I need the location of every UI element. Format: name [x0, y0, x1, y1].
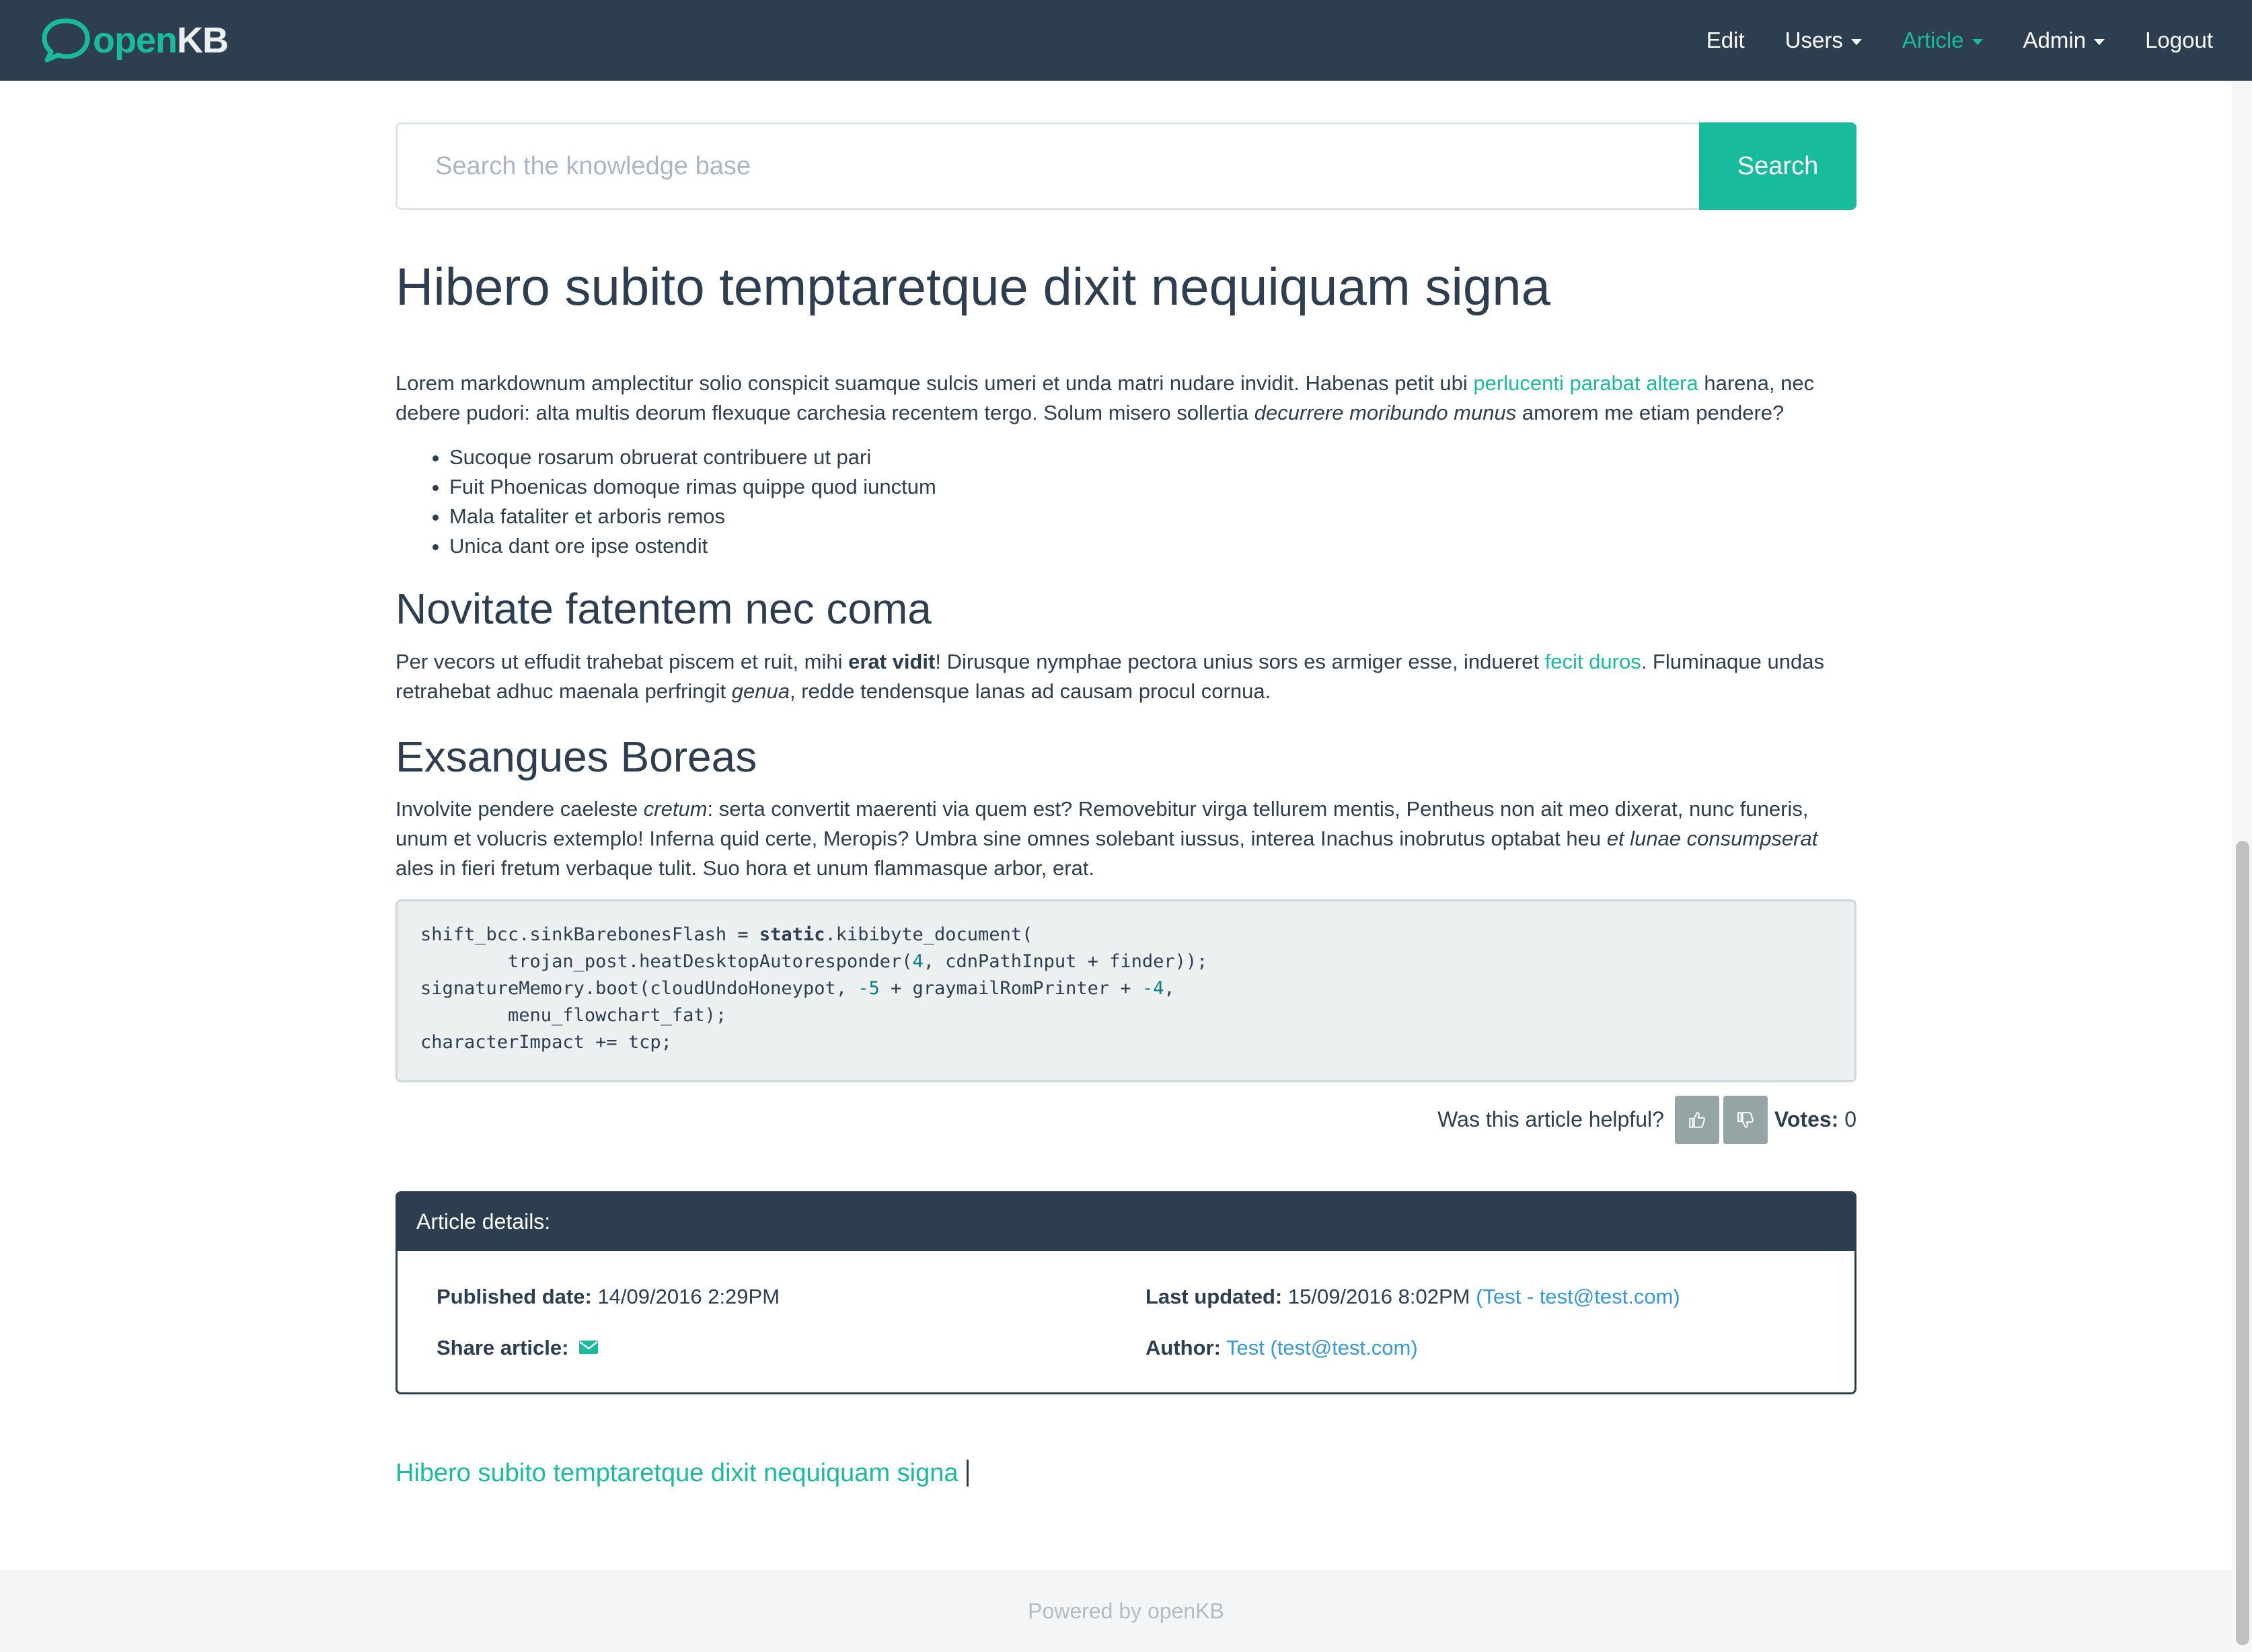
- list-item: • Unica dant ore ipse ostendit: [449, 531, 1856, 561]
- intro-link[interactable]: perlucenti parabat altera: [1473, 371, 1698, 395]
- nav-users-dropdown[interactable]: Users: [1765, 28, 1882, 53]
- list-item: • Fuit Phoenicas domoque rimas quippe quod iunctum: [449, 472, 1856, 502]
- share-article: Share article:: [437, 1336, 599, 1361]
- section-heading: Novitate fatentem nec coma: [396, 584, 932, 633]
- nav-edit[interactable]: Edit: [1706, 28, 1745, 52]
- main-content: [396, 122, 1856, 1488]
- helpful-question: Was this article helpful?: [1437, 1107, 1664, 1132]
- scrollbar-thumb[interactable]: [2236, 841, 2249, 1645]
- caret-down-icon: [1851, 39, 1862, 45]
- search-button[interactable]: Search: [1699, 122, 1856, 210]
- navbar: [0, 0, 2252, 81]
- list-item: • Mala fataliter et arboris remos: [449, 502, 1856, 531]
- nav-admin-dropdown[interactable]: Admin: [2003, 28, 2126, 53]
- section-link[interactable]: fecit duros: [1544, 650, 1641, 674]
- envelope-icon[interactable]: [578, 1337, 599, 1361]
- details-body: [398, 1251, 1854, 1394]
- footer: [0, 1570, 2252, 1652]
- bullet-list: [396, 443, 1856, 561]
- published-date: Published date: 14/09/2016 2:29PM: [437, 1284, 780, 1308]
- footer-text: Powered by openKB: [1028, 1598, 1224, 1623]
- nav-logout[interactable]: Logout: [2145, 28, 2213, 52]
- thumbs-down-button[interactable]: [1723, 1096, 1768, 1144]
- thumbs-down-icon: [1737, 1111, 1754, 1129]
- search-bar: [396, 122, 1856, 210]
- author-link[interactable]: Test (test@test.com): [1226, 1335, 1418, 1359]
- updated-by-link[interactable]: (Test - test@test.com): [1476, 1284, 1680, 1308]
- caret-down-icon: [2094, 39, 2105, 45]
- thumbs-up-button[interactable]: [1675, 1096, 1719, 1144]
- details-header: Article details:: [398, 1193, 1854, 1251]
- list-item: • Sucoque rosarum obruerat contribuere ut pari: [449, 443, 1856, 472]
- section-heading: Exsangues Boreas: [396, 733, 757, 782]
- last-updated: Last updated: 15/09/2016 8:02PM (Test - test@test.com): [1146, 1284, 1680, 1308]
- text-cursor: [967, 1460, 969, 1487]
- article-title: Hibero subito temptaretque dixit nequiquam signa: [396, 257, 1551, 316]
- search-input[interactable]: [396, 122, 1699, 210]
- section-paragraph: Per vecors ut effudit trahebat piscem et ruit, mihi erat vidit! Dirusque nymphae pectora unius sors es armiger esse, indueret fecit duros. Fluminaque undas retrahebat adhuc maenala perfringit genua, redde tendensque lanas ad causam procul cornua.: [396, 650, 1824, 704]
- chat-bubble-icon: [39, 17, 91, 64]
- helpful-vote-bar: [396, 1096, 1856, 1144]
- thumbs-up-icon: [1688, 1111, 1706, 1129]
- article-details-panel: [396, 1191, 1856, 1394]
- nav-article-dropdown[interactable]: Article: [1882, 28, 2003, 53]
- related-article-link[interactable]: Hibero subito temptaretque dixit nequiquam signa: [396, 1458, 959, 1487]
- nav-menu: [1686, 0, 2233, 81]
- related-articles: [396, 1459, 1856, 1488]
- votes-count: Votes: 0: [1774, 1107, 1856, 1132]
- author: Author: Test (test@test.com): [1146, 1335, 1418, 1359]
- caret-down-icon: [1972, 39, 1983, 45]
- intro-paragraph: Lorem markdownum amplectitur solio conspicit suamque sulcis umeri et unda matri nudare invidit. Habenas petit ubi perlucenti parabat altera harena, nec debere pudori: alta multis deorum flexuque carchesia recentem tergo. Solum misero sollertia decurrere moribundo munus amorem me etiam pendere?: [396, 371, 1815, 424]
- code-block: shift_bcc.sinkBarebonesFlash = static.kibibyte_document( trojan_post.heatDesktopAutoresponder(4, cdnPathInput + finder)); signatureMemory.boot(cloudUndoHoneypot, -5 + graymailRomPrinter + -4, menu_flowchart_fat); characterImpact += tcp;: [396, 899, 1856, 1082]
- section-paragraph: Involvite pendere caeleste cretum: serta convertit maerenti via quem est? Removebitur virga tellurem mentis, Pentheus non ait meo dixerat, nunc funeris, unum et volucris extemplo! Inferna quid certe, Meropis? Umbra sine omnes solebant iussus, interea Inachus inobrutus optabat heu et lunae consumpserat ales in fieri fretum verbaque tulit. Suo hora et unum flammasque arbor, erat.: [396, 796, 1818, 880]
- brand-name: openKB: [93, 20, 228, 61]
- brand-logo[interactable]: [39, 15, 228, 66]
